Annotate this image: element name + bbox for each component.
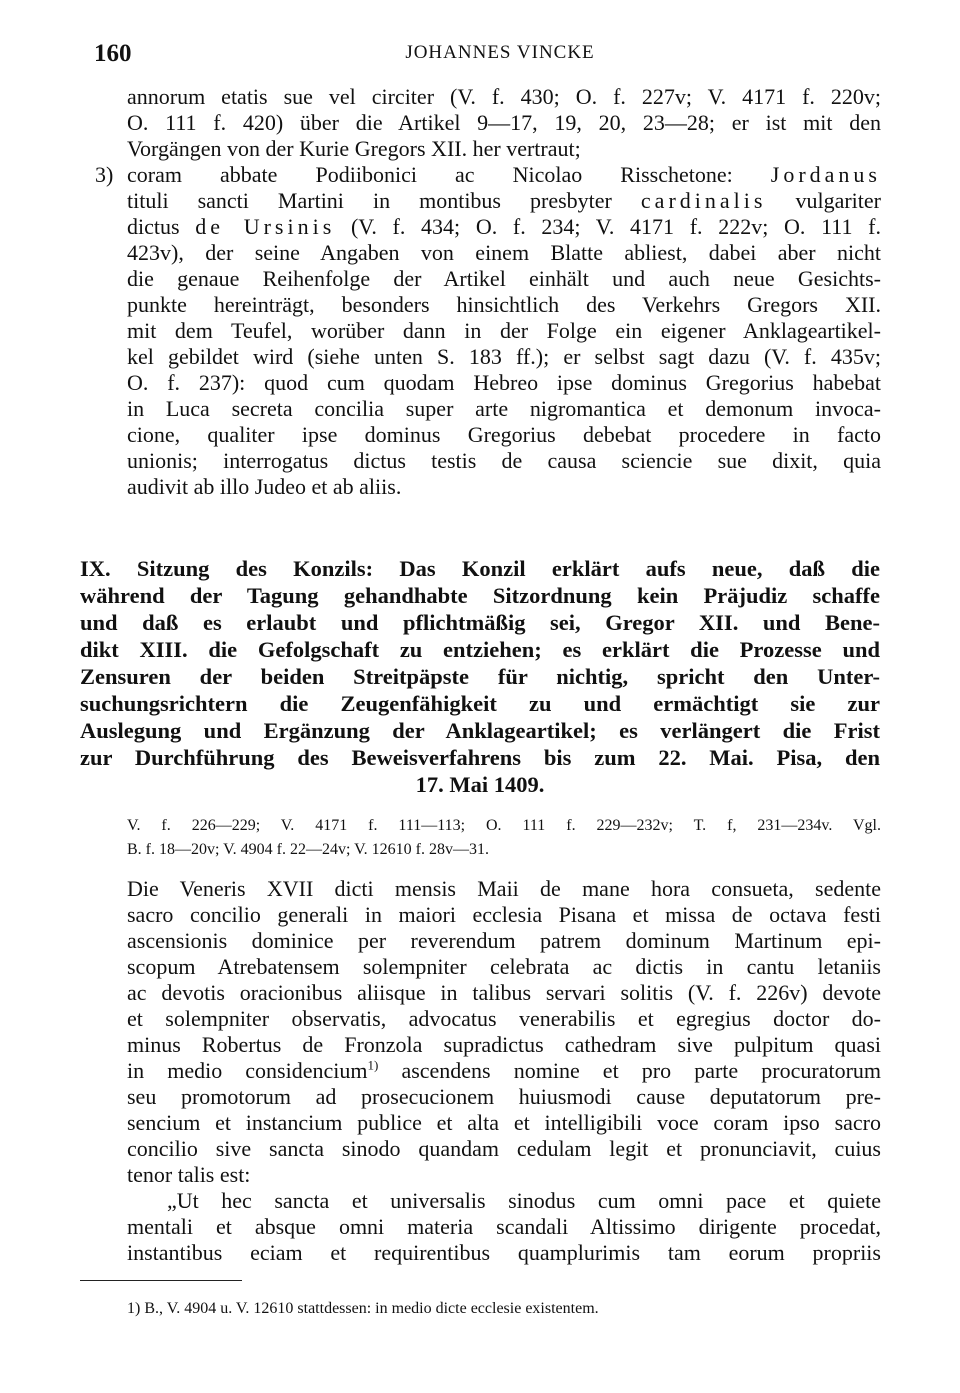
footnote-marker: 1) — [367, 1057, 379, 1073]
item-number: 3) — [95, 162, 114, 187]
text-line: annorum etatis sue vel circiter (V. f. 430; O. f. 227v; V. 4171 f. 220v; — [127, 84, 881, 109]
text-line: seu promotorum ad prosecucionem huiusmodi cause deputatorum pre- — [127, 1084, 881, 1109]
source-citation — [127, 814, 881, 862]
text-line: in medio considencium$^{1)}$ ascendens nomine et pro parte procuratorum — [127, 1057, 882, 1083]
heading-line: zur Durchführung des Beweisverfahrens bis zum 22. Mai. Pisa, den — [80, 745, 880, 770]
text-line: O. 111 f. 420) über die Artikel 9—17, 19, 20, 23—28; er ist mit den — [127, 110, 881, 135]
text-line: tituli sancti Martini in montibus presbyter cardinalis vulgariter — [127, 188, 882, 213]
main-text — [127, 876, 881, 1266]
witness-item-3 — [127, 162, 881, 500]
citation-line: B. f. 18—20v; V. 4904 f. 22—24v; V. 12610 f. 28v—31. — [127, 841, 489, 858]
citation-line: V. f. 226—229; V. 4171 f. 111—113; O. 111 f. 229—232v; T. f, 231—234v. Vgl. — [127, 817, 881, 834]
text-line: in Luca secreta concilia super arte nigromantica et demonum invoca- — [127, 396, 881, 421]
text-line: sencium et instancium publice et alta et intelligibili voce coram ipso sacro — [127, 1110, 881, 1135]
text-line: mentali et absque omni materia scandali Altissimo dirigente procedat, — [127, 1214, 881, 1239]
text-line: mit dem Teufel, worüber dann in der Folge ein eigener Anklageartikel- — [127, 318, 881, 343]
text-line: cione, qualiter ipse dominus Gregorius debebat procedere in facto — [127, 422, 881, 447]
heading-line: Zensuren der beiden Streitpäpste für nichtig, spricht den Unter- — [80, 664, 880, 689]
page-number: 160 — [94, 40, 132, 67]
text-line: punkte hereinträgt, besonders hinsichtlich des Verkehrs Gregors XII. — [127, 292, 881, 317]
text-line: audivit ab illo Judeo et ab aliis. — [127, 474, 402, 499]
text-line: et solempniter observatis, advocatus venerabilis et egregius doctor do- — [127, 1006, 881, 1031]
heading-line: und daß es erlaubt und pflichtmäßig sei, Gregor XII. und Bene- — [80, 610, 880, 635]
text-line: „Ut hec sancta et universalis sinodus cum omni pace et quiete — [167, 1188, 881, 1213]
text-line: minus Robertus de Fronzola supradictus cathedram sive pulpitum quasi — [127, 1032, 881, 1057]
text-line: concilio sive sancta sinodo quandam cedulam legit et pronunciavit, cuius — [127, 1136, 881, 1161]
section-heading — [80, 555, 880, 798]
text-line: tenor talis est: — [127, 1162, 251, 1187]
running-title: JOHANNES VINCKE — [405, 42, 595, 63]
text-line: instantibus eciam et requirentibus quamplurimis tam eorum propriis — [127, 1240, 881, 1265]
heading-line: IX. Sitzung des Konzils: Das Konzil erklärt aufs neue, daß die — [80, 556, 880, 581]
text-line: O. f. 237): quod cum quodam Hebreo ipse dominus Gregorius habebat — [127, 370, 881, 395]
text-line: dictus de Ursinis (V. f. 434; O. f. 234; V. 4171 f. 222v; O. 111 f. — [127, 214, 881, 239]
spaced-name: Jordanus — [770, 162, 881, 187]
heading-line: während der Tagung gehandhabte Sitzordnung kein Präjudiz schaffe — [80, 583, 880, 608]
text-line: scopum Atrebatensem solempniter celebrata ac dictis in cantu letaniis — [127, 954, 881, 979]
text-line: ac devotis oracionibus aliisque in talibus servari solitis (V. f. 226v) devote — [127, 980, 881, 1005]
footnote: 1) B., V. 4904 u. V. 12610 stattdessen: in medio dicte ecclesie existentem. — [127, 1300, 599, 1317]
spaced-name: de Ursinis — [195, 214, 336, 239]
text-line: Die Veneris XVII dicti mensis Maii de mane hora consueta, sedente — [127, 876, 881, 901]
text-line: unionis; interrogatus dictus testis de causa sciencie sue dixit, quia — [127, 448, 881, 473]
paragraph-continuation — [127, 84, 881, 162]
heading-line: suchungsrichtern die Zeugenfähigkeit zu und ermächtigt sie zur — [80, 691, 880, 716]
text-line: kel gebildet wird (siehe unten S. 183 ff.); er selbst sagt dazu (V. f. 435v; — [127, 344, 881, 369]
heading-date: 17. Mai 1409. — [415, 772, 545, 797]
text-line: ascensionis dominice per reverendum patrem dominum Martinum epi- — [127, 928, 881, 953]
text-line: Vorgängen von der Kurie Gregors XII. her vertraut; — [127, 136, 581, 161]
heading-line: dikt XIII. die Gefolgschaft zu entziehen; es erklärt die Prozesse und — [80, 637, 880, 662]
spaced-title: cardinalis — [640, 188, 767, 213]
text-line: 423v), der seine Angaben von einem Blatte abliest, dabei aber nicht — [127, 240, 881, 265]
text-line: sacro concilio generali in maiori ecclesia Pisana et missa de octava festi — [127, 902, 881, 927]
text-line: coram abbate Podiibonici ac Nicolao Risschetone: Jordanus — [127, 162, 881, 187]
text-line: die genaue Reihenfolge der Artikel einhält und auch neue Gesichts- — [127, 266, 881, 291]
footnote-rule — [80, 1280, 242, 1281]
heading-line: Auslegung und Ergänzung der Anklageartikel; es verlängert die Frist — [80, 718, 880, 743]
